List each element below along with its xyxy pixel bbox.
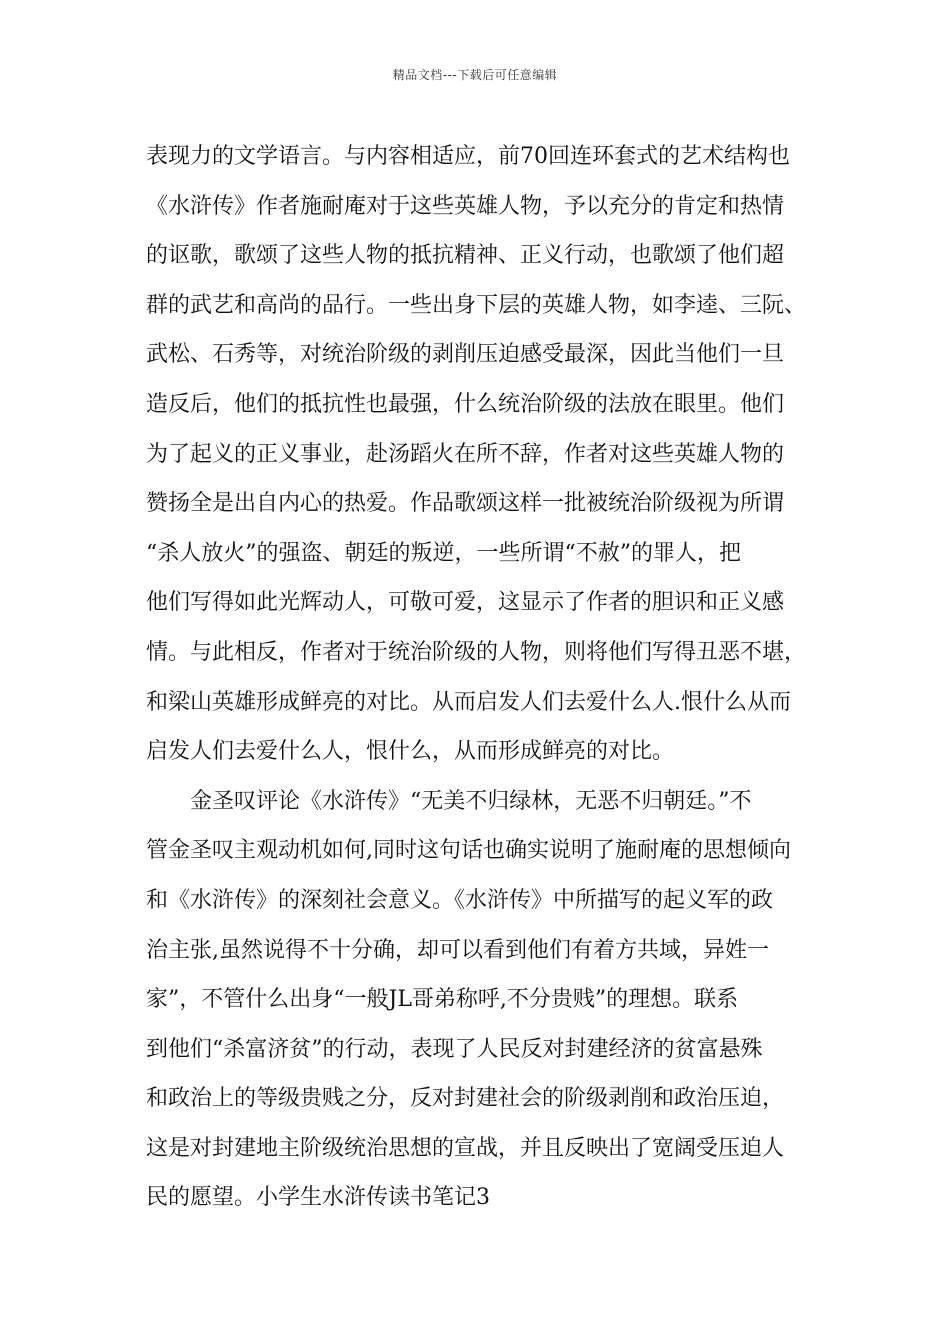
text-line: 启发人们去爱什么人，恨什么，从而形成鲜亮的对比。 — [146, 739, 675, 765]
text-line: 赞扬全是出自内心的热爱。作品歌颂这样一批被统治阶级视为所谓 — [146, 491, 785, 517]
body-text — [146, 132, 826, 1223]
text-line: 这是对封建地主阶级统治思想的宣战，并且反映出了宽阔受压迫人 — [146, 1135, 785, 1161]
text-line: 和政治上的等级贵贱之分，反对封建社会的阶级剥削和政治压迫， — [146, 1086, 785, 1112]
text-line: 治主张,虽然说得不十分确，却可以看到他们有着方共域，异姓一 — [146, 937, 769, 963]
text-line: 民的愿望。小学生水浒传读书笔记3 — [146, 1185, 490, 1211]
text-line: 的讴歌，歌颂了这些人物的抵抗精神、正义行动，也歌颂了他们超 — [146, 243, 785, 269]
text-line: 武松、石秀等，对统治阶级的剥削压迫感受最深，因此当他们一旦 — [146, 342, 785, 368]
text-line: 情。与此相反，作者对于统治阶级的人物，则将他们写得丑恶不堪， — [146, 639, 807, 665]
text-line: 和《水浒传》的深刻社会意义。《水浒传》中所描写的起义军的政 — [146, 887, 774, 913]
text-line: 《水浒传》作者施耐庵对于这些英雄人物，予以充分的肯定和热情 — [146, 193, 785, 219]
page-header: 精品文档---下载后可任意编辑 — [392, 68, 558, 82]
text-line: 为了起义的正义事业，赴汤蹈火在所不辞，作者对这些英雄人物的 — [146, 441, 785, 467]
text-line: 造反后，他们的抵抗性也最强，什么统治阶级的法放在眼里。他们 — [146, 391, 785, 417]
text-line: “杀人放火”的强盗、朝廷的叛逆，一些所谓“不赦”的罪人，把 — [146, 540, 741, 566]
text-line: 管金圣叹主观动机如何,同时这句话也确实说明了施耐庵的思想倾向 — [146, 838, 791, 864]
text-line: 群的武艺和高尚的品行。一些出身下层的英雄人物，如李逵、三阮、 — [146, 292, 807, 318]
text-line: 表现力的文学语言。与内容相适应，前70回连环套式的艺术结构也 — [146, 144, 790, 169]
paragraph-1 — [146, 132, 826, 777]
text-line: 他们写得如此光辉动人，可敬可爱，这显示了作者的胆识和正义感 — [146, 590, 785, 616]
paragraph-2 — [146, 777, 826, 1223]
text-line: 家”，不管什么出身“一般JL哥弟称呼,不分贵贱”的理想。联系 — [146, 987, 739, 1013]
text-line: 金圣叹评论《水浒传》“无美不归绿林，无恶不归朝廷。”不 — [190, 788, 752, 814]
text-line: 和梁山英雄形成鲜亮的对比。从而启发人们去爱什么人.恨什么从而 — [146, 689, 791, 715]
text-line: 到他们“杀富济贫”的行动，表现了人民反对封建经济的贫富悬殊 — [146, 1036, 763, 1062]
